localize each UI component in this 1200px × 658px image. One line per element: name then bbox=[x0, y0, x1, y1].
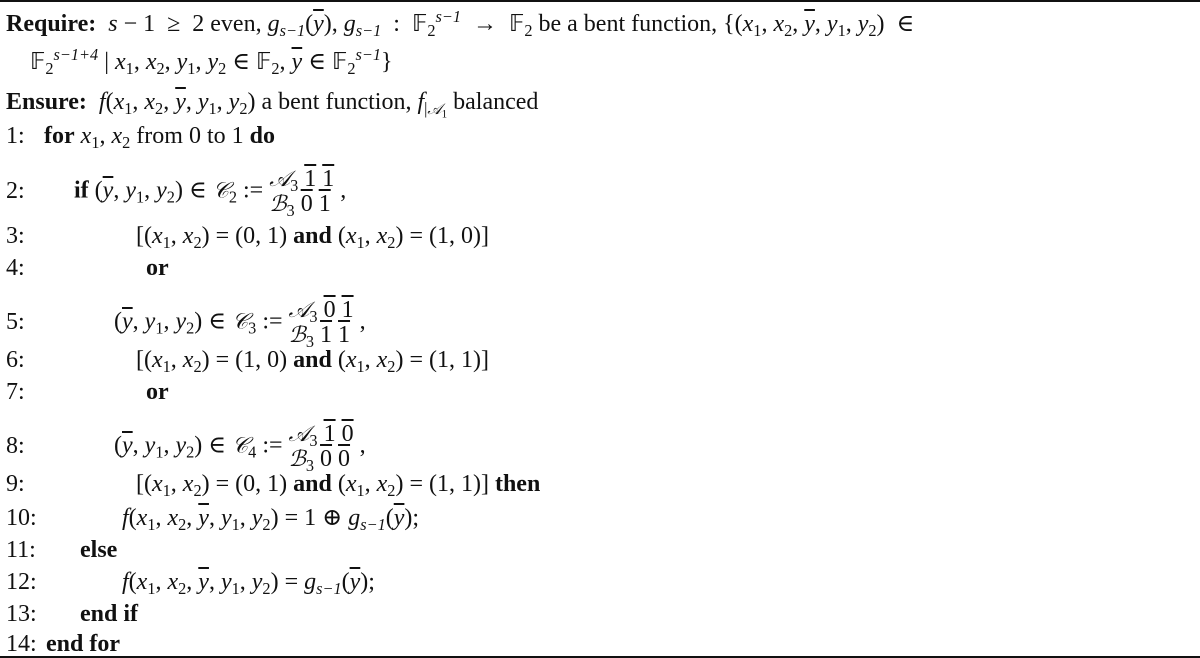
require-line-1: Require: s − 1 ≥ 2 even, $g_{s-1}(\overline{y})$, $g_{s-1}$ : 𝔽$_2^{s-1}$ → 𝔽$_2$ be a bent function, {($x_1$, $x_2$, $\overline{y}$, $y_1$, $y_2$) ∈ bbox=[6, 7, 915, 40]
require-line-2: 𝔽$_2^{s-1+4}$ | $x_1$, $x_2$, $y_1$, $y_2$ ∈ 𝔽$_2$, $\overline{y}$ ∈ 𝔽$_2^{s-1}$} bbox=[30, 45, 393, 78]
algo-line-7: 7: or bbox=[6, 379, 169, 405]
ensure-line: Ensure: $f(x_1$, $x_2$, $\overline{y}$, $y_1$, $y_2$) a bent function, $f_{|𝒜_1}$ balanced bbox=[6, 89, 539, 121]
algo-line-12: 12: $f(x_1$, $x_2$, $\overline{y}$, $y_1$, $y_2) = g_{s-1}(\overline{y})$; bbox=[6, 569, 375, 598]
matrix-c3: 𝒜$_3$ 0 1 ℬ$_3$ 1 1 bbox=[288, 297, 354, 352]
algo-line-3: 3: [($x_1$, $x_2) = (0$, 1) and ($x_1$, $x_2) = (1$, 0)] bbox=[6, 223, 489, 252]
matrix-c4: 𝒜$_3$ 1 0 ℬ$_3$ 0 0 bbox=[288, 421, 354, 476]
algo-line-2: 2: if ($\overline{y}$, $y_1$, $y_2$) ∈ 𝒞$_2$ := 𝒜$_3$ 1 1 ℬ$_3$ 0 1 , bbox=[6, 166, 347, 221]
algo-line-14: 14: end for bbox=[6, 631, 120, 657]
algo-line-10: 10: $f(x_1$, $x_2$, $\overline{y}$, $y_1$, $y_2) = 1$ ⊕ $g_{s-1}(\overline{y})$; bbox=[6, 505, 420, 534]
matrix-c2: 𝒜$_3$ 1 1 ℬ$_3$ 0 1 bbox=[269, 166, 335, 221]
algo-line-1: 1: for $x_1$, $x_2$ from 0 to 1 do bbox=[6, 123, 275, 152]
algo-line-6: 6: [($x_1$, $x_2) = (1$, 0) and ($x_1$, $x_2) = (1$, 1)] bbox=[6, 347, 489, 376]
algo-line-9: 9: [($x_1$, $x_2) = (0$, 1) and ($x_1$, $x_2) = (1$, 1)] then bbox=[6, 471, 541, 500]
algo-line-11: 11: else bbox=[6, 537, 118, 563]
ensure-label: Ensure: bbox=[6, 89, 87, 115]
require-label: Require: bbox=[6, 11, 97, 37]
algo-line-4: 4: or bbox=[6, 255, 169, 281]
algo-line-8: 8: ($\overline{y}$, $y_1$, $y_2$) ∈ 𝒞$_4$ := 𝒜$_3$ 1 0 ℬ$_3$ 0 0 , bbox=[6, 421, 366, 476]
algo-line-5: 5: ($\overline{y}$, $y_1$, $y_2$) ∈ 𝒞$_3$ := 𝒜$_3$ 0 1 ℬ$_3$ 1 1 , bbox=[6, 297, 366, 352]
algo-line-13: 13: end if bbox=[6, 601, 139, 627]
